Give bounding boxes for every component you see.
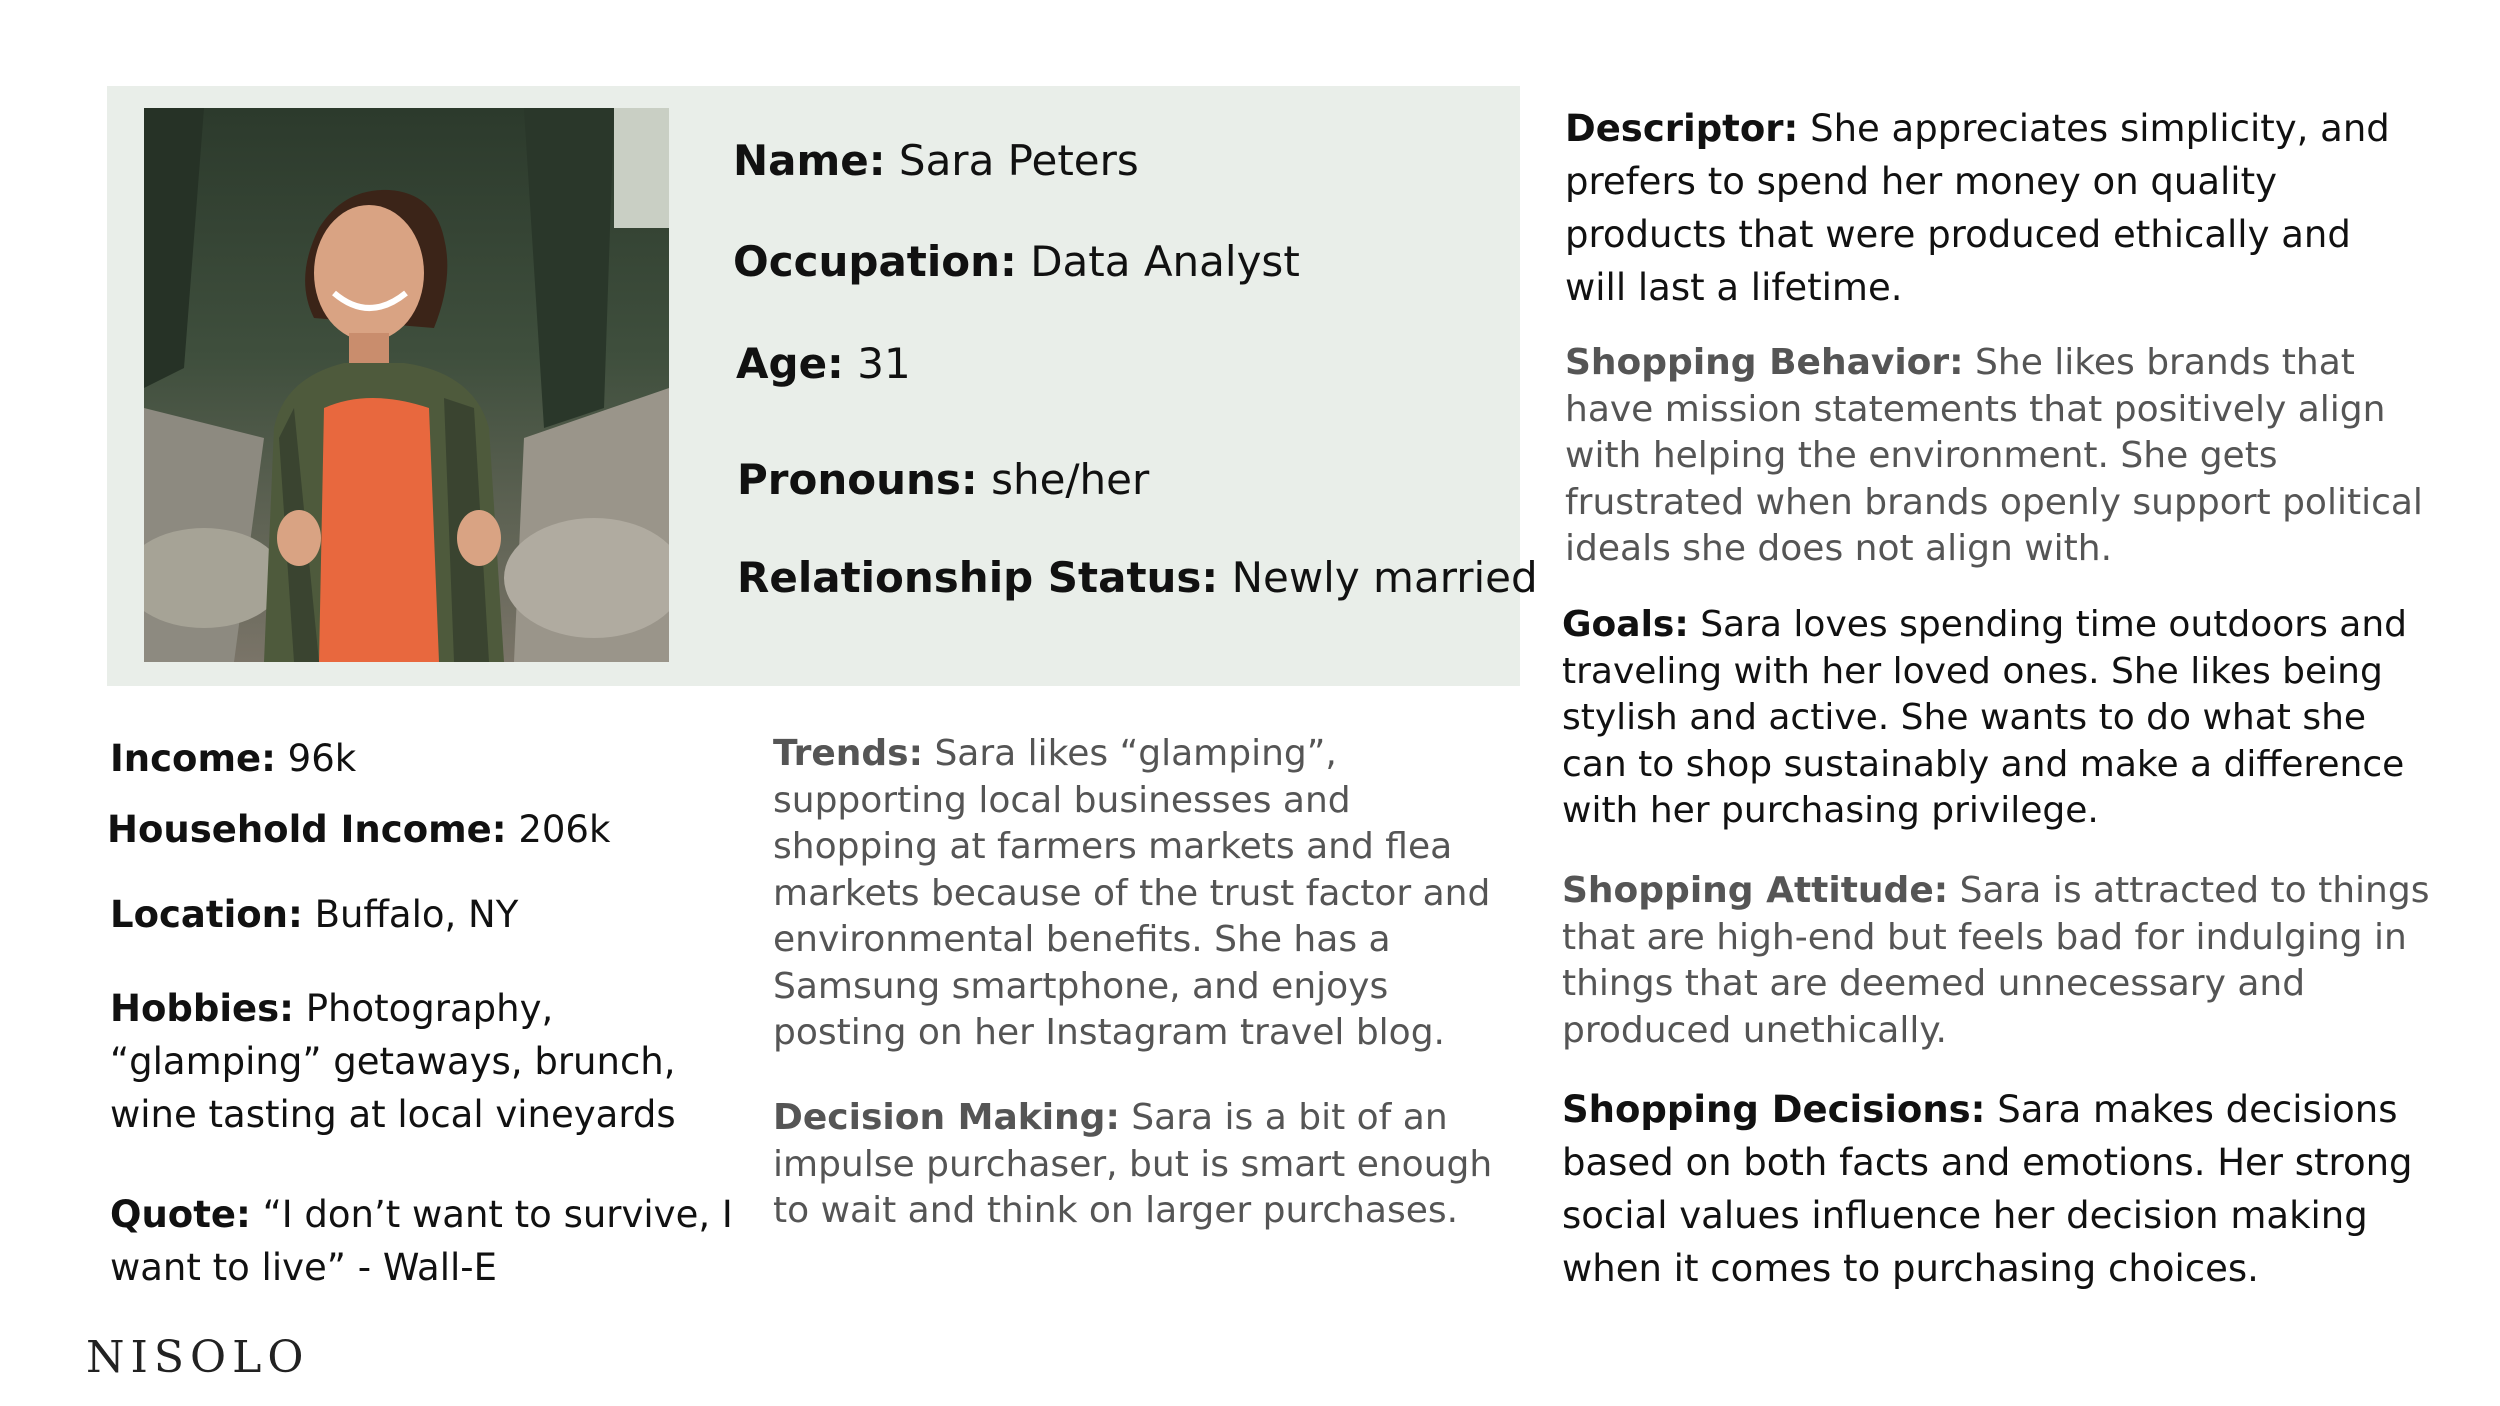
shopping-decisions-value: Sara makes decisions based on both facts and emotions. Her strong social values influence her decision making when it comes to purchasing choices. <box>1562 1088 2413 1290</box>
hobbies-label: Hobbies: <box>110 987 294 1030</box>
occupation-field <box>733 237 1300 287</box>
quote-value: “I don’t want to survive, I want to live” - Wall-E <box>110 1193 733 1289</box>
shopping-attitude-value: Sara is attracted to things that are high-end but feels bad for indulging in things that are deemed unnecessary and produced unethically. <box>1562 870 2430 1051</box>
quote-block <box>110 1188 750 1294</box>
pronouns-field <box>737 455 1149 505</box>
hobbies-block <box>110 982 750 1141</box>
occupation-value: Data Analyst <box>1030 237 1300 286</box>
income-value: 96k <box>287 737 357 780</box>
descriptor-label: Descriptor: <box>1565 107 1799 150</box>
shopping-behavior-block <box>1565 340 2445 573</box>
name-label: Name: <box>733 136 886 185</box>
shopping-attitude-block <box>1562 868 2442 1054</box>
income-label: Income: <box>110 737 276 780</box>
shopping-decisions-block <box>1562 1083 2442 1295</box>
age-label: Age: <box>736 339 844 388</box>
goals-block <box>1562 602 2442 835</box>
trends-label: Trends: <box>773 733 923 774</box>
brand-logo: NISOLO <box>86 1332 310 1383</box>
hobbies-value: Photography, “glamping” getaways, brunch, wine tasting at local vineyards <box>110 987 676 1136</box>
shopping-behavior-label: Shopping Behavior: <box>1565 342 1964 383</box>
shopping-attitude-label: Shopping Attitude: <box>1562 870 1949 911</box>
pronouns-value: she/her <box>991 455 1150 504</box>
household-income-value: 206k <box>518 808 611 851</box>
pronouns-label: Pronouns: <box>737 455 978 504</box>
goals-value: Sara loves spending time outdoors and traveling with her loved ones. She likes being stylish and active. She wants to do what she can to shop sustainably and make a difference with her purchasing privilege. <box>1562 604 2408 831</box>
shopping-behavior-value: She likes brands that have mission statements that positively align with helping the environment. She gets frustrated when brands openly support political ideals she does not align with. <box>1565 342 2423 569</box>
trends-value: Sara likes “glamping”, supporting local businesses and shopping at farmers markets and flea markets because of the trust factor and environmental benefits. She has a Samsung smartphone, and enjoys posting on her Instagram travel blog. <box>773 733 1491 1053</box>
descriptor-value: She appreciates simplicity, and prefers to spend her money on quality products that were produced ethically and will last a lifetime. <box>1565 107 2390 309</box>
income-field <box>110 737 356 781</box>
trends-block <box>773 731 1518 1057</box>
location-field <box>110 893 518 937</box>
descriptor-block <box>1565 102 2415 314</box>
relationship-value: Newly married <box>1231 553 1538 602</box>
age-value: 31 <box>857 339 911 388</box>
location-label: Location: <box>110 893 303 936</box>
quote-label: Quote: <box>110 1193 251 1236</box>
name-value: Sara Peters <box>898 136 1139 185</box>
relationship-label: Relationship Status: <box>737 553 1219 602</box>
relationship-field <box>737 553 1538 603</box>
decision-making-value: Sara is a bit of an impulse purchaser, but is smart enough to wait and think on larger purchases. <box>773 1097 1493 1231</box>
decision-making-block <box>773 1095 1518 1235</box>
shopping-decisions-label: Shopping Decisions: <box>1562 1088 1986 1131</box>
goals-label: Goals: <box>1562 604 1689 645</box>
name-field <box>733 136 1139 186</box>
household-income-label: Household Income: <box>107 808 507 851</box>
age-field <box>736 339 911 389</box>
decision-making-label: Decision Making: <box>773 1097 1120 1138</box>
location-value: Buffalo, NY <box>314 893 519 936</box>
occupation-label: Occupation: <box>733 237 1017 286</box>
persona-photo <box>144 108 669 662</box>
household-income-field <box>107 808 610 852</box>
